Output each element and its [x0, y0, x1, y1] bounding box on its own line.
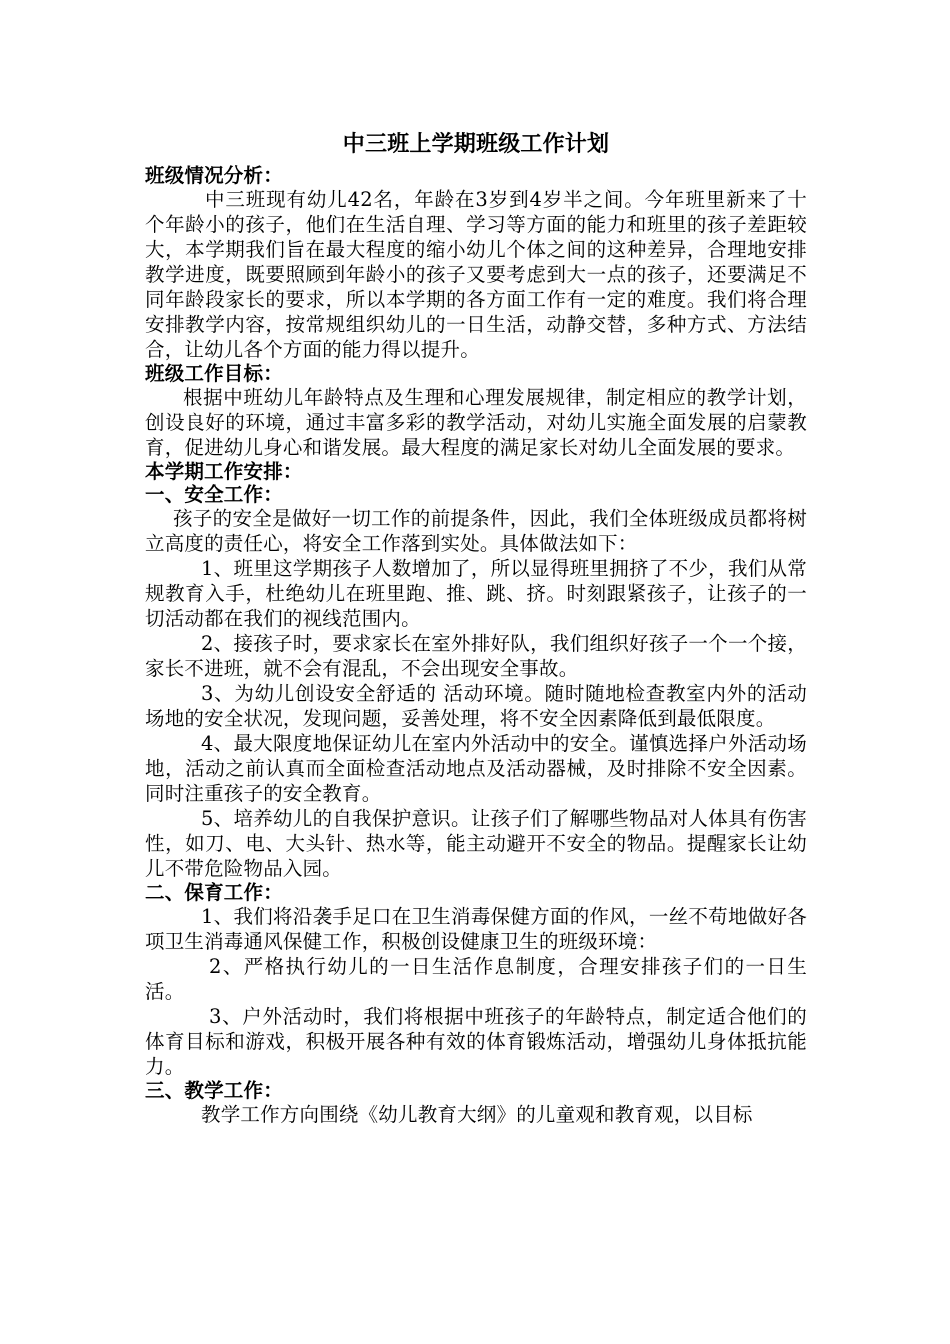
section-heading-care-work: 二、保育工作： — [145, 881, 283, 904]
paragraph-care-item-1: 1、我们将沿袭手足口在卫生消毒保健方面的作风，一丝不苟地做好各项卫生消毒通风保健工作，积极创设健康卫生的班级环境： — [145, 905, 807, 953]
paragraph-safety-item-3: 3、为幼儿创设安全舒适的 活动环境。随时随地检查教室内外的活动场地的安全状况，发现问题，妥善处理，将不安全因素降低到最低限度。 — [145, 682, 807, 730]
section-heading-safety-work: 一、安全工作： — [145, 483, 283, 506]
section-heading-class-analysis: 班级情况分析： — [145, 164, 283, 187]
paragraph-safety-item-1: 1、班里这学期孩子人数增加了，所以显得班里拥挤了不少，我们从常规教育入手，杜绝幼儿在班里跑、推、跳、挤。时刻跟紧孩子，让孩子的一切活动都在我们的视线范围内。 — [145, 557, 807, 630]
paragraph-care-item-2: 2、严格执行幼儿的一日生活作息制度，合理安排孩子们的一日生活。 — [145, 955, 807, 1003]
section-heading-semester-arrangement: 本学期工作安排： — [145, 460, 303, 483]
section-heading-work-goals: 班级工作目标： — [145, 362, 283, 385]
document-body — [145, 130, 807, 1127]
paragraph-work-goals: 根据中班幼儿年龄特点及生理和心理发展规律，制定相应的教学计划，创设良好的环境，通过丰富多彩的教学活动，对幼儿实施全面发展的启蒙教育，促进幼儿身心和谐发展。最大程度的满足家长对幼儿全面发展的要求。 — [145, 386, 807, 459]
paragraph-safety-intro: 孩子的安全是做好一切工作的前提条件，因此，我们全体班级成员都将树立高度的责任心，将安全工作落到实处。具体做法如下： — [145, 507, 807, 555]
paragraph-class-analysis: 中三班现有幼儿42名，年龄在3岁到4岁半之间。今年班里新来了十个年龄小的孩子，他们在生活自理、学习等方面的能力和班里的孩子差距较大，本学期我们旨在最大程度的缩小幼儿个体之间的这种差异，合理地安排教学进度，既要照顾到年龄小的孩子又要考虑到大一点的孩子，还要满足不同年龄段家长的要求，所以本学期的各方面工作有一定的难度。我们将合理安排教学内容，按常规组织幼儿的一日生活，动静交替，多种方式、方法结合，让幼儿各个方面的能力得以提升。 — [145, 188, 807, 361]
paragraph-safety-item-4: 4、最大限度地保证幼儿在室内外活动中的安全。谨慎选择户外活动场地，活动之前认真而全面检查活动地点及活动器械，及时排除不安全因素。同时注重孩子的安全教育。 — [145, 732, 807, 805]
section-heading-teaching-work: 三、教学工作： — [145, 1079, 283, 1102]
document-title: 中三班上学期班级工作计划 — [342, 132, 610, 157]
paragraph-safety-item-5: 5、培养幼儿的自我保护意识。让孩子们了解哪些物品对人体具有伤害性，如刀、电、大头针、热水等，能主动避开不安全的物品。提醒家长让幼儿不带危险物品入园。 — [145, 807, 807, 880]
paragraph-teaching-intro: 教学工作方向围绕《幼儿教育大纲》的儿童观和教育观，以目标 — [201, 1103, 753, 1126]
paragraph-care-item-3: 3、户外活动时，我们将根据中班孩子的年龄特点，制定适合他们的体育目标和游戏，积极开展各种有效的体育锻炼活动，增强幼儿身体抵抗能力。 — [145, 1005, 807, 1078]
paragraph-safety-item-2: 2、接孩子时，要求家长在室外排好队，我们组织好孩子一个一个接，家长不进班，就不会有混乱，不会出现安全事故。 — [145, 632, 807, 680]
